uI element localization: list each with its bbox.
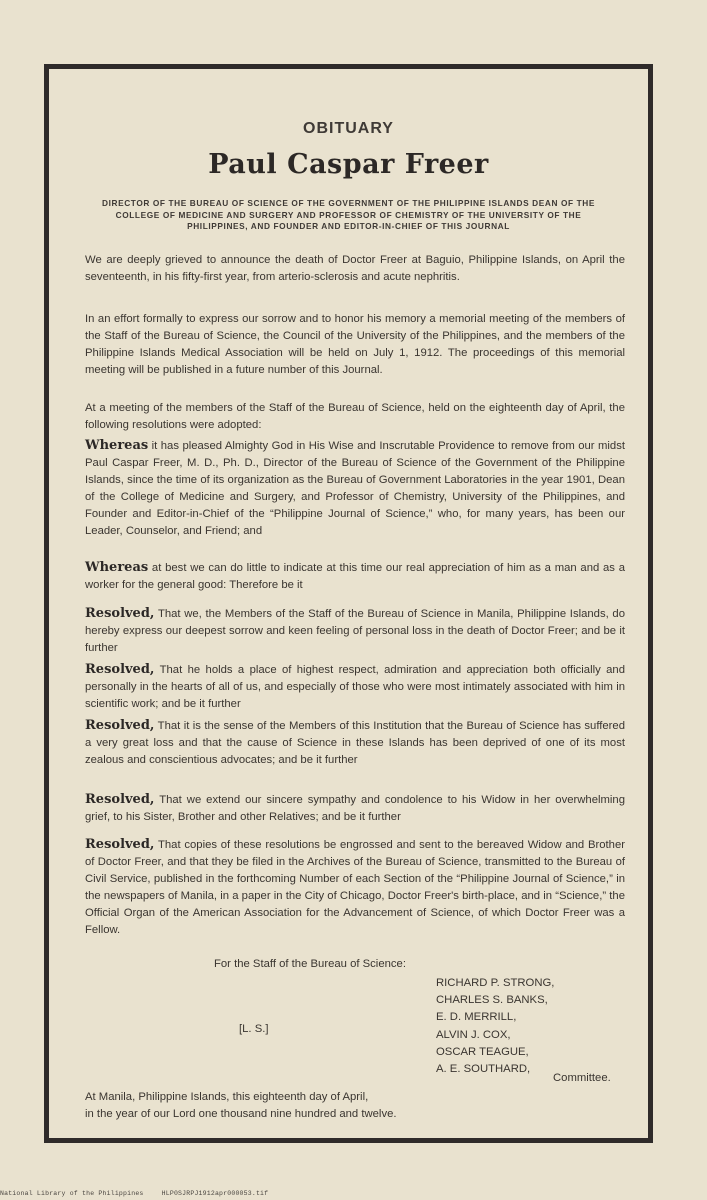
signer-name: ALVIN J. COX,: [436, 1028, 511, 1041]
resolution-lead-word: Resolved,: [85, 662, 155, 677]
resolution-text: it has pleased Almighty God in His Wise and Inscrutable Providence to remove from our midst Paul Caspar Freer, M. D., Ph. D., Director of the Bureau of Science of the Government of the Philippine Islands, since the time of its organization as the Bureau of Government Laboratories in the year 1901, Dean of the College of Medicine and Surgery, and Professor of Chemistry, University of the Philippines, and Founder and Editor-in-Chief of the “Philippine Journal of Science,” who, for many years, has been our Leader, Counselor, and Friend; and: [85, 440, 625, 538]
resolution-paragraph: [85, 437, 625, 541]
resolution-text: That copies of these resolutions be engrossed and sent to the bereaved Widow and Brother of Doctor Freer, and that they be filed in the Archives of the Bureau of Science, transmitted to the Bureau of Civil Service, published in the forthcoming Number of each Section of the “Philippine Journal of Science,” in the newspapers of Manila, in a paper in the City of Chicago, Doctor Freer's birth-place, and in “Science,” the Official Organ of the American Association for the Advancement of Science, of which Doctor Freer was a Fellow.: [85, 839, 625, 937]
resolution-text: That we extend our sincere sympathy and condolence to his Widow in her overwhelming grief, to his Sister, Brother and other Relatives; and be it further: [85, 794, 625, 824]
signature-preamble: For the Staff of the Bureau of Science:: [214, 958, 406, 970]
resolution-lead-word: Whereas: [85, 560, 149, 575]
resolution-paragraph: [85, 836, 625, 940]
resolution-paragraph: [85, 791, 625, 826]
resolution-text: That it is the sense of the Members of this Institution that the Bureau of Science has suffered a very great loss and that the cause of Science in these Islands has been deprived of one of its most zealous and conscientious advocates; and be it further: [85, 720, 625, 767]
resolution-lead-word: Whereas: [85, 438, 149, 453]
signer-name: RICHARD P. STRONG,: [436, 977, 555, 989]
memorial-meeting-paragraph: In an effort formally to express our sorrow and to honor his memory a memorial meeting of the members of the Staff of the Bureau of Science, the Council of the University of the Philippines, and the members of the Philippine Islands Medical Association will be held on July 1, 1912. The proceedings of this memorial meeting will be published in a future number of this Journal.: [85, 313, 625, 377]
resolution-lead-word: Resolved,: [85, 792, 155, 807]
resolution-lead-word: Resolved,: [85, 606, 155, 621]
resolution-paragraph: [85, 605, 625, 657]
resolution-text: That we, the Members of the Staff of the Bureau of Science in Manila, Philippine Islands, do hereby express our deepest sorrow and keen feeling of personal loss in the death of Doctor Freer; and be it further: [85, 608, 625, 655]
resolution-paragraph: [85, 559, 625, 594]
announcement-paragraph: We are deeply grieved to announce the death of Doctor Freer at Baguio, Philippine Islands, on April the seventeenth, in his fifty-first year, from arterio-sclerosis and acute nephritis.: [85, 254, 625, 284]
resolution-text: at best we can do little to indicate at this time our real appreciation of him as a man and as a worker for the general good: Therefore be it: [85, 562, 625, 592]
signer-name: CHARLES S. BANKS,: [436, 994, 548, 1007]
scan-filename: HLP0SJRPJ1912apr000053.tif: [161, 1190, 269, 1197]
committee-label: Committee.: [553, 1072, 611, 1084]
signer-name: OSCAR TEAGUE,: [436, 1045, 529, 1058]
obituary-border-frame: [44, 64, 653, 1143]
signer-name: A. E. SOUTHARD,: [436, 1063, 531, 1076]
library-credit: National Library of the Philippines: [0, 1190, 144, 1197]
obituary-heading: OBITUARY: [303, 120, 394, 137]
signer-name: E. D. MERRILL,: [436, 1011, 517, 1024]
closing-line: At Manila, Philippine Islands, this eighteenth day of April,: [85, 1091, 369, 1103]
deceased-titles: DIRECTOR OF THE BUREAU OF SCIENCE OF THE GOVERNMENT OF THE PHILIPPINE ISLANDS DEAN OF THE COLLEGE OF MEDICINE AND SURGERY AND PROFESSOR OF CHEMISTRY OF THE UNIVERSITY OF THE PHILIPPINES, AND FOUNDER AND EDITOR-IN-CHIEF OF THIS JOURNAL: [101, 198, 595, 231]
deceased-name: Paul Caspar Freer: [208, 149, 489, 180]
closing-dateline: [85, 1089, 397, 1123]
seal-mark: [L. S.]: [239, 1023, 269, 1035]
resolution-lead-word: Resolved,: [85, 837, 155, 852]
signers-list: [436, 975, 554, 1078]
closing-line: in the year of our Lord one thousand nine hundred and twelve.: [85, 1108, 397, 1121]
resolution-text: That he holds a place of highest respect, admiration and appreciation both officially and personally in the hearts of all of us, and especially of those who were most intimately associated with him in scientific work; and be it further: [85, 664, 625, 711]
resolution-lead-word: Resolved,: [85, 718, 155, 733]
resolution-paragraph: [85, 717, 625, 769]
resolutions-intro-paragraph: At a meeting of the members of the Staff of the Bureau of Science, held on the eighteenth day of April, the following resolutions were adopted:: [85, 402, 625, 432]
scan-footer: [0, 1190, 282, 1197]
resolution-paragraph: [85, 661, 625, 713]
